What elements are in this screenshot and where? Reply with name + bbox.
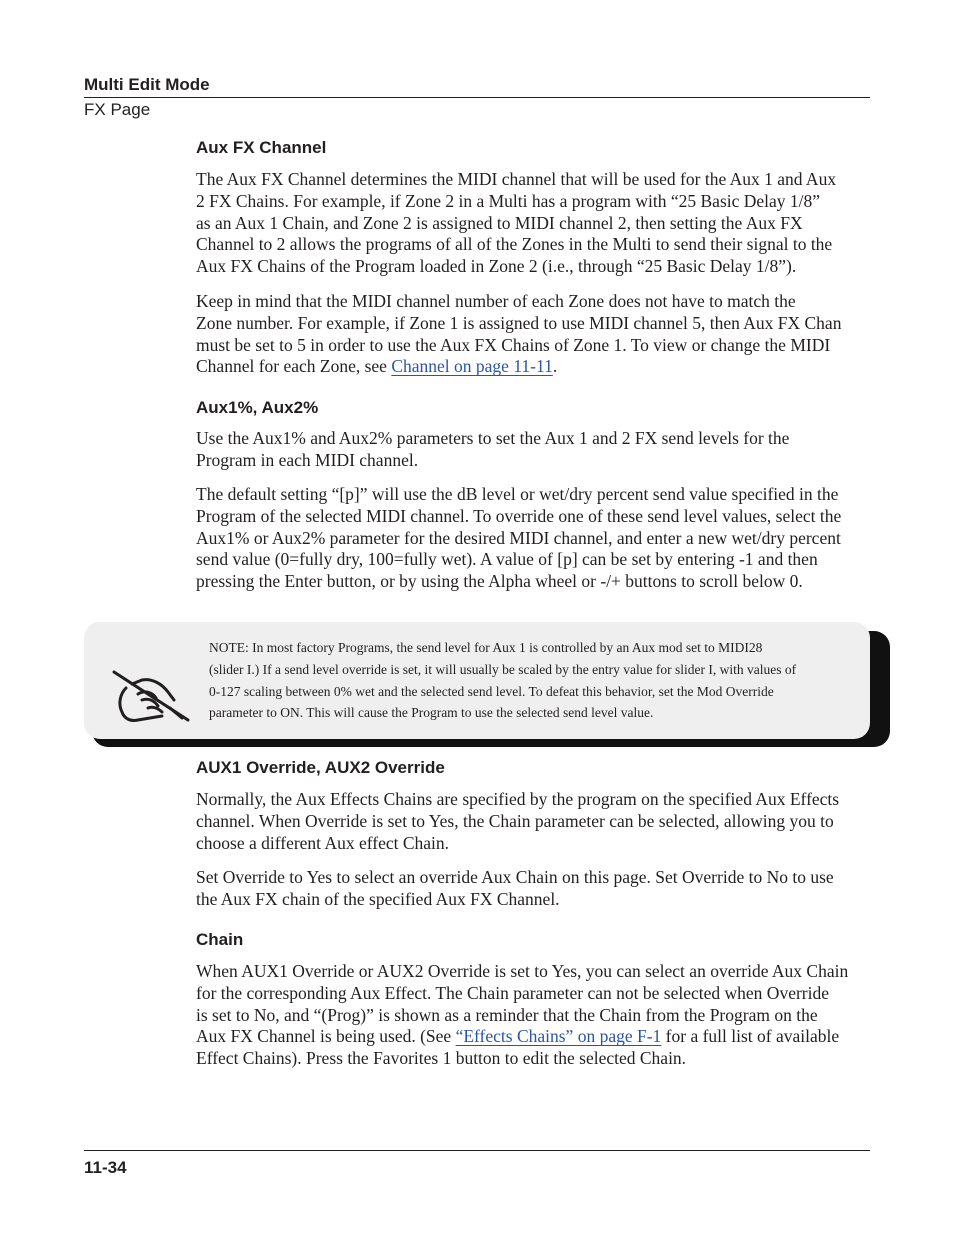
text-line: is set to No, and “(Prog)” is shown as a reminder that the Chain from the Program on the — [196, 1004, 818, 1025]
paragraph-chain — [196, 961, 872, 1070]
text-line: the Aux FX chain of the specified Aux FX Channel. — [196, 888, 560, 909]
text-line: The default setting “[p]” will use the dB level or wet/dry percent send value specified in the — [196, 484, 839, 504]
text-line: Aux1% or Aux2% parameter for the desired MIDI channel, and enter a new wet/dry percent — [196, 527, 841, 548]
text-line: choose a different Aux effect Chain. — [196, 832, 450, 853]
note-line: parameter to ON. This will cause the Program to use the selected send level value. — [209, 705, 654, 721]
text-line: for the corresponding Aux Effect. The Chain parameter can not be selected when Override — [196, 982, 829, 1003]
note-line: (slider I.) If a send level override is set, it will usually be scaled by the entry value for slider I, with values of — [209, 661, 797, 677]
paragraph-aux-percent-1 — [196, 428, 872, 472]
text-line: Channel to 2 allows the programs of all of the Zones in the Multi to send their signal to the — [196, 234, 833, 255]
footer-rule — [84, 1150, 870, 1151]
cross-reference-link-effects-chains[interactable]: “Effects Chains” on page F-1 — [455, 1026, 662, 1047]
text-line — [196, 356, 872, 378]
section-heading-aux-percent: Aux1%, Aux2% — [196, 398, 319, 417]
text-line: When AUX1 Override or AUX2 Override is set to Yes, you can select an override Aux Chain — [196, 961, 849, 981]
text-line: Aux FX Chains of the Program loaded in Zone 2 (i.e., through “25 Basic Delay 1/8”). — [196, 256, 797, 277]
text-run: . — [552, 356, 558, 377]
text-line: Set Override to Yes to select an override Aux Chain on this page. Set Override to No to use — [196, 867, 834, 887]
text-run: for a full list of available — [661, 1026, 840, 1047]
text-run: Channel for each Zone, see — [196, 356, 392, 377]
paragraph-aux-percent-2 — [196, 484, 872, 593]
note-text — [209, 637, 864, 724]
cross-reference-link-channel[interactable]: Channel on page 11-11 — [391, 356, 553, 377]
paragraph-aux-fx-channel-1 — [196, 169, 872, 278]
section-heading-aux-fx-channel: Aux FX Channel — [196, 138, 327, 157]
text-line: pressing the Enter button, or by using the Alpha wheel or -/+ buttons to scroll below 0. — [196, 571, 803, 592]
text-line: Program in each MIDI channel. — [196, 449, 419, 470]
text-run: Aux FX Channel is being used. (See — [196, 1026, 456, 1047]
text-line: 2 FX Chains. For example, if Zone 2 in a Multi has a program with “25 Basic Delay 1/8” — [196, 190, 821, 211]
text-line: as an Aux 1 Chain, and Zone 2 is assigned to MIDI channel 2, then setting the Aux FX — [196, 212, 803, 233]
text-line: Zone number. For example, if Zone 1 is assigned to use MIDI channel 5, then Aux FX Chan — [196, 312, 842, 333]
paragraph-override-2 — [196, 867, 872, 911]
text-line: Use the Aux1% and Aux2% parameters to set the Aux 1 and 2 FX send levels for the — [196, 428, 790, 448]
text-line: send value (0=fully dry, 100=fully wet). A value of [p] can be set by entering -1 and then — [196, 549, 818, 570]
text-line: must be set to 5 in order to use the Aux FX Chains of Zone 1. To view or change the MIDI — [196, 334, 831, 355]
running-header-title: Multi Edit Mode — [84, 75, 210, 94]
running-header-subtitle: FX Page — [84, 100, 151, 119]
text-line: channel. When Override is set to Yes, the Chain parameter can be selected, allowing you to — [196, 810, 834, 831]
note-line: 0-127 scaling between 0% wet and the selected send level. To defeat this behavior, set the Mod Override — [209, 683, 774, 699]
text-line: Program of the selected MIDI channel. To override one of these send level values, select the — [196, 505, 842, 526]
paragraph-aux-fx-channel-2 — [196, 291, 872, 378]
text-line: Normally, the Aux Effects Chains are specified by the program on the specified Aux Effects — [196, 789, 840, 809]
section-heading-override: AUX1 Override, AUX2 Override — [196, 758, 445, 777]
section-heading-chain: Chain — [196, 930, 244, 949]
note-line: NOTE: In most factory Programs, the send level for Aux 1 is controlled by an Aux mod set to MIDI28 — [209, 640, 763, 655]
page-number: 11-34 — [84, 1158, 127, 1177]
paragraph-override-1 — [196, 789, 872, 854]
text-line: Effect Chains). Press the Favorites 1 button to edit the selected Chain. — [196, 1048, 687, 1069]
writing-hand-icon — [108, 668, 192, 726]
text-line — [196, 1026, 872, 1048]
header-rule — [84, 97, 870, 98]
text-line: The Aux FX Channel determines the MIDI channel that will be used for the Aux 1 and Aux — [196, 169, 837, 189]
text-line: Keep in mind that the MIDI channel number of each Zone does not have to match the — [196, 291, 796, 311]
